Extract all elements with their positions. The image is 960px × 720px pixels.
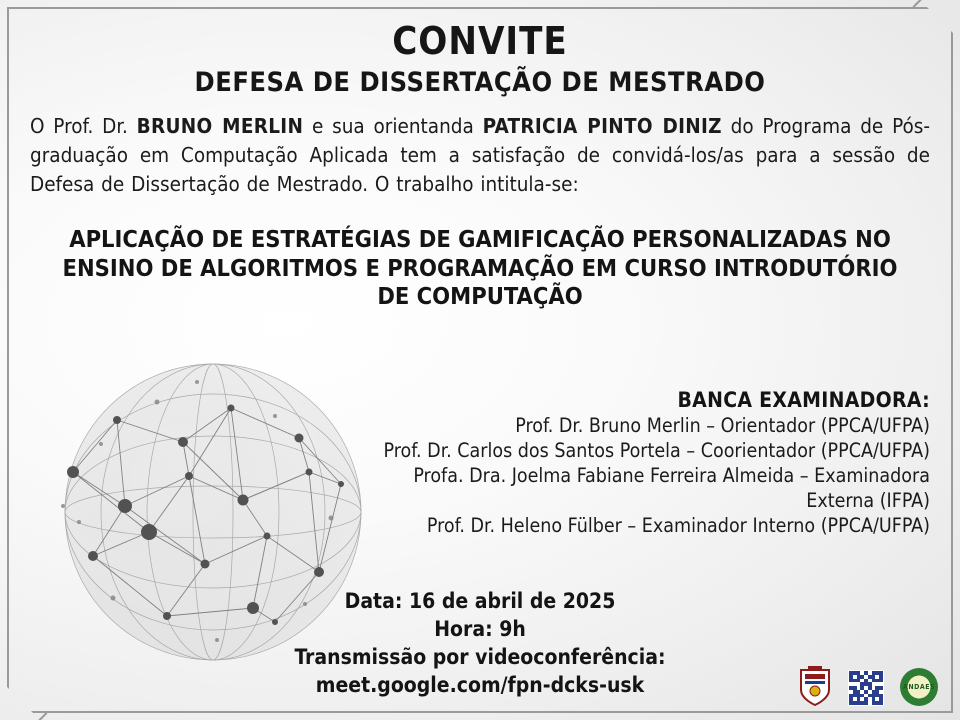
page-subtitle: DEFESA DE DISSERTAÇÃO DE MESTRADO	[194, 66, 766, 98]
intro-part-2: e sua orientanda	[303, 113, 483, 138]
committee-heading: BANCA EXAMINADORA:	[677, 388, 930, 412]
event-date: Data: 16 de abril de 2025	[344, 589, 616, 613]
dissertation-title: APLICAÇÃO DE ESTRATÉGIAS DE GAMIFICAÇÃO PERSONALIZADAS NO ENSINO DE ALGORITMOS E PROGRAMAÇÃO EM CURSO INTRODUTÓRIO DE COMPUTAÇÃO	[62, 224, 898, 311]
intro-part-1: O Prof. Dr.	[30, 113, 137, 138]
committee-member: Prof. Dr. Bruno Merlin – Orientador (PPCA/UFPA)	[515, 414, 930, 437]
ufpa-crest-icon	[798, 664, 832, 706]
logo-row	[798, 664, 938, 706]
advisor-name: BRUNO MERLIN	[136, 113, 304, 138]
event-time: Hora: 9h	[434, 616, 526, 641]
institution-seal-icon	[900, 668, 938, 706]
committee-section	[370, 388, 930, 539]
invitation-paragraph	[30, 112, 930, 199]
student-name: PATRICIA PINTO DINIZ	[482, 113, 722, 138]
committee-member: Prof. Dr. Heleno Fülber – Examinador Interno (PPCA/UFPA)	[426, 513, 930, 537]
qr-code-icon	[848, 670, 884, 706]
event-transmission-label: Transmissão por videoconferência:	[294, 644, 666, 669]
page-title: CONVITE	[392, 19, 568, 63]
seal-label: ANDAES	[902, 683, 936, 691]
poster-content	[0, 0, 960, 311]
intro-part-3: do Programa de Pós-graduação em Computação Aplicada tem a satisfação de convidá-los/as para a sessão de Defesa de Dissertação de Mestrado. O trabalho intitula-se:	[30, 113, 930, 196]
event-meeting-link[interactable]: meet.google.com/fpn-dcks-usk	[315, 672, 645, 697]
committee-member: Profa. Dra. Joelma Fabiane Ferreira Almeida – Examinadora Externa (IFPA)	[413, 463, 930, 512]
committee-member: Prof. Dr. Carlos dos Santos Portela – Coorientador (PPCA/UFPA)	[383, 438, 930, 462]
